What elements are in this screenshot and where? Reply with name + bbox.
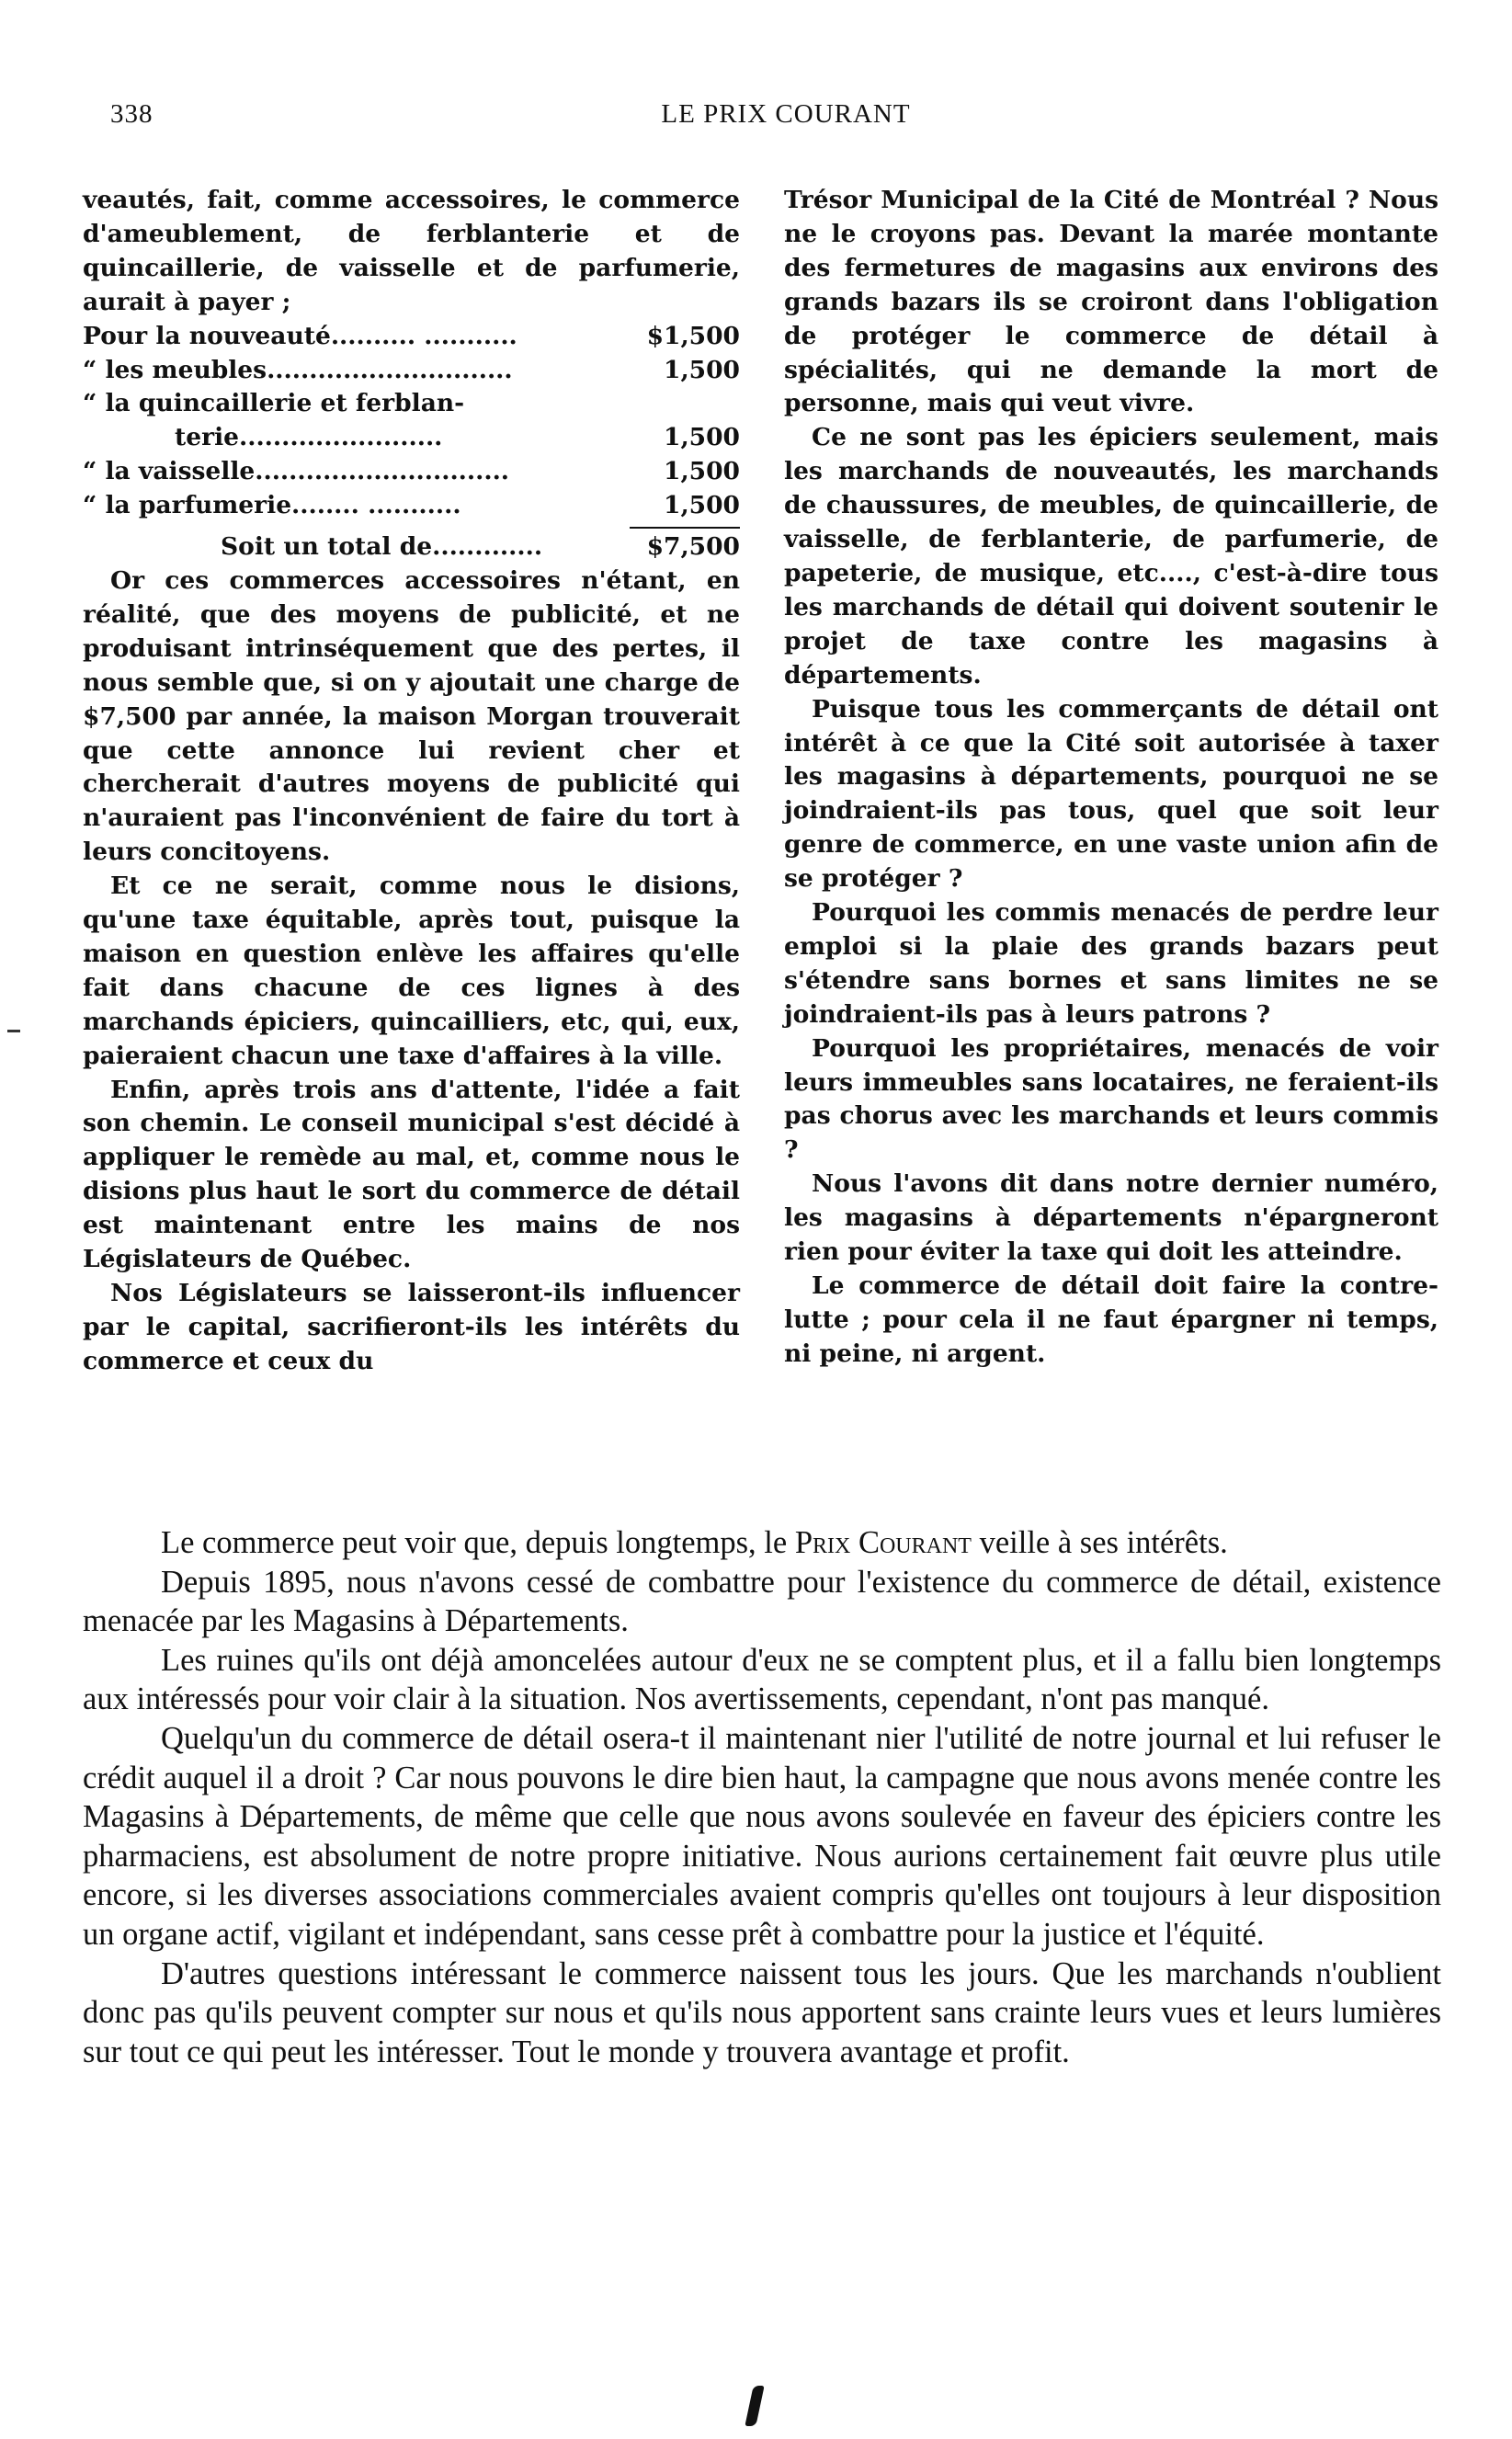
left-paragraph-4: Enfin, après trois ans d'attente, l'idée a fait son chemin. Le conseil municipal s'est décidé à appliquer le remède au mal, et, comme nous le disions plus haut le sort du commerce de détail est maintenant entre les mains de nos Législateurs de Québec. [83, 1075, 740, 1274]
ledger-label: Pour la nouveauté.......... ........... [83, 321, 517, 350]
publication-name: Prix Courant [794, 1525, 972, 1560]
notice-text: veille à ses intérêts. [971, 1525, 1228, 1560]
right-paragraph-5: Pourquoi les propriétaires, menacés de voir leurs immeubles sans locataires, ne feraient-ils pas chorus avec les marchands et leurs commis ? [784, 1033, 1438, 1165]
ledger-row [83, 455, 740, 489]
ledger-total-amount: $7,500 [646, 532, 740, 562]
running-title: LE PRIX COURANT [661, 99, 911, 129]
ledger-amount: $1,500 [646, 321, 740, 350]
left-paragraph-2: Or ces commerces accessoires n'étant, en réalité, que des moyens de publicité, et ne produisant intrinséquement que des pertes, il nous semble que, si on y ajoutait une charge de $7,500 par année, la maison Morgan trouverait que cette annonce lui revient cher et chercherait d'autres moyens de publicité qui n'auraient pas l'inconvénient de faire du tort à leurs concitoyens. [83, 565, 740, 867]
notice-paragraph-1 [83, 1523, 1441, 1563]
ledger-row [83, 387, 740, 421]
left-column [83, 184, 740, 1379]
editorial-notice [83, 1523, 1441, 2071]
ledger-total-row [83, 530, 740, 564]
ledger-row [83, 320, 740, 354]
ledger-amount: 1,500 [664, 423, 740, 452]
left-paragraph-5: Nos Législateurs se laisseront-ils influencer par le capital, sacrifieront-ils les intérêts du commerce et ceux du [83, 1279, 740, 1375]
right-paragraph-2: Ce ne sont pas les épiciers seulement, mais les marchands de nouveautés, les marchands de chaussures, de meubles, de quincaillerie, de vaisselle, de ferblanterie, de parfumerie, de papeterie, de musique, etc...., c'est-à-dire tous les marchands de détail qui doivent soutenir le projet de taxe contre les magasins à départements. [784, 423, 1438, 690]
notice-paragraph-4: Quelqu'un du commerce de détail osera-t il maintenant nier l'utilité de notre journal et lui refuser le crédit auquel il a droit ? Car nous pouvons le dire bien haut, la campagne que nous avons menée contre les Magasins à Départements, de même que celle que nous avons soulevée en faveur des épiciers contre les pharmaciens, est absolument de notre propre initiative. Nous aurions certainement fait œuvre plus utile encore, si les diverses associations commerciales avaient compris qu'elles ont toujours à leur disposition un organe actif, vigilant et indépendant, sans cesse prêt à combattre pour la justice et l'équité. [83, 1720, 1441, 1952]
ledger-label: “ la parfumerie........ ........... [83, 491, 461, 520]
ledger-total-label: Soit un total de............. [221, 532, 543, 562]
ledger-amount: 1,500 [664, 457, 740, 486]
notice-paragraph-3: Les ruines qu'ils ont déjà amoncelées autour d'eux ne se comptent plus, et il a fallu bien longtemps aux intéressés pour voir clair à la situation. Nos avertissements, cependant, n'ont pas manqué. [83, 1642, 1441, 1717]
notice-paragraph-5: D'autres questions intéressant le commerce naissent tous les jours. Que les marchands n'oublient donc pas qu'ils peuvent compter sur nous et qu'ils nous apportent sans crainte leurs vues et leurs lumières sur tout ce qui peut les intéresser. Tout le monde y trouvera avantage et profit. [83, 1955, 1441, 2069]
ledger-amount: 1,500 [664, 355, 740, 384]
tax-ledger [83, 320, 740, 564]
right-paragraph-4: Pourquoi les commis menacés de perdre leur emploi si la plaie des grands bazars peut s'étendre sans bornes et sans limites ne se joindraient-ils pas à leurs patrons ? [784, 898, 1438, 1029]
ledger-label: terie........................ [175, 423, 443, 452]
right-paragraph-6: Nous l'avons dit dans notre dernier numéro, les magasins à départements n'épargneront rien pour éviter la taxe qui doit les atteindre. [784, 1169, 1438, 1267]
ledger-row [83, 421, 740, 455]
ledger-row [83, 354, 740, 388]
notice-text: Le commerce peut voir que, depuis longtemps, le [161, 1525, 795, 1560]
page-header [110, 99, 1461, 136]
ledger-rule [630, 527, 740, 529]
right-paragraph-3: Puisque tous les commerçants de détail ont intérêt à ce que la Cité soit autorisée à taxer les magasins à départements, pourquoi ne se joindraient-ils pas tous, quel que soit leur genre de commerce, en une vaste union afin de se protéger ? [784, 694, 1438, 894]
notice-paragraph-2: Depuis 1895, nous n'avons cessé de combattre pour l'existence du commerce de détail, existence menacée par les Magasins à Départements. [83, 1564, 1441, 1639]
right-paragraph-7: Le commerce de détail doit faire la contre-lutte ; pour cela il ne faut épargner ni temps, ni peine, ni argent. [784, 1271, 1438, 1368]
page-number: 338 [110, 99, 153, 129]
ledger-label: “ les meubles............................. [83, 355, 513, 384]
right-column [784, 184, 1438, 1372]
ledger-amount: 1,500 [664, 491, 740, 520]
right-paragraph-1: Trésor Municipal de la Cité de Montréal ? Nous ne le croyons pas. Devant la marée montante des fermetures de magasins aux environs des grands bazars ils se croiront dans l'obligation de protéger le commerce de détail à spécialités, qui ne demande la mort de personne, mais qui veut vivre. [784, 186, 1438, 418]
left-paragraph-3: Et ce ne serait, comme nous le disions, qu'une taxe équitable, après tout, puisque la maison en question enlève les affaires qu'elle fait dans chacune de ces lignes à des marchands épiciers, quincailliers, etc, qui, eux, paieraient chacun une taxe d'affaires à la ville. [83, 872, 740, 1070]
left-paragraph-1: veautés, fait, comme accessoires, le commerce d'ameublement, de ferblanterie et de quincaillerie, de vaisselle et de parfumerie, aurait à payer ; [83, 186, 740, 316]
ledger-label: “ la quincaillerie et ferblan- [83, 389, 465, 418]
ledger-label: “ la vaisselle.............................. [83, 457, 510, 486]
margin-mark [7, 1030, 20, 1032]
ink-mark [745, 2386, 764, 2426]
ledger-row [83, 489, 740, 523]
